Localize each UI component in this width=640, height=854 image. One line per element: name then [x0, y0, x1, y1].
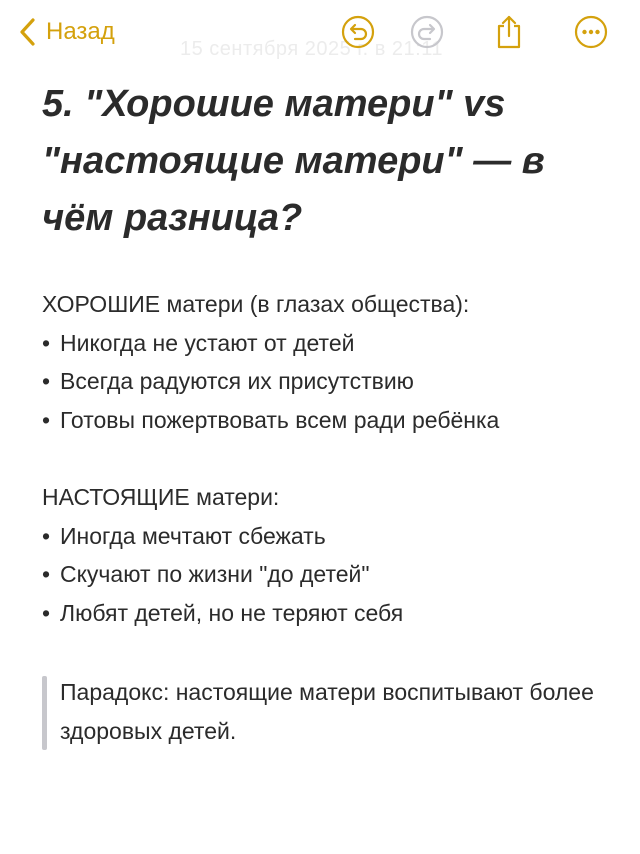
block-quote[interactable]	[42, 673, 612, 750]
quote-bar	[42, 676, 47, 750]
redo-icon	[410, 15, 444, 49]
share-icon	[493, 14, 525, 50]
list-item	[42, 517, 612, 556]
undo-icon	[341, 15, 375, 49]
back-label: Назад	[46, 18, 115, 45]
back-button[interactable]	[18, 14, 115, 50]
list-item	[42, 324, 612, 363]
more-icon	[574, 15, 608, 49]
list-item-text: Иногда мечтают сбежать	[60, 522, 326, 549]
bullet: •	[42, 368, 51, 394]
section-heading: ХОРОШИЕ матери (в глазах общества):	[42, 291, 470, 317]
bullet: •	[42, 561, 51, 587]
list-item	[42, 362, 612, 401]
bullet: •	[42, 522, 51, 549]
good-mothers-section[interactable]	[42, 285, 612, 439]
list-item-text: Никогда не устают от детей	[60, 329, 355, 356]
undo-button[interactable]	[340, 14, 376, 50]
note-date: 15 сентября 2025 г. в 21:11	[180, 38, 443, 60]
more-button[interactable]	[573, 14, 609, 50]
note-title[interactable]: 5. "Хорошие матери" vs "настоящие матери" — в чём разница?	[42, 83, 545, 239]
section-heading: НАСТОЯЩИЕ матери:	[42, 484, 280, 510]
redo-button[interactable]	[409, 14, 445, 50]
share-button[interactable]	[491, 14, 527, 50]
bullet: •	[42, 406, 51, 433]
list-item	[42, 401, 612, 440]
list-item	[42, 594, 612, 633]
bullet: •	[42, 329, 51, 356]
quote-text: Парадокс: настоящие матери воспитывают более здоровых детей.	[60, 679, 594, 744]
list-item	[42, 555, 612, 594]
list-item-text: Всегда радуются их присутствию	[60, 368, 414, 394]
list-item-text: Скучают по жизни "до детей"	[60, 561, 370, 587]
bullet: •	[42, 599, 51, 626]
list-item-text: Готовы пожертвовать всем ради ребёнка	[60, 406, 500, 433]
real-mothers-section[interactable]	[42, 478, 612, 632]
chevron-left-icon	[18, 17, 36, 47]
list-item-text: Любят детей, но не теряют себя	[60, 599, 404, 626]
navigation-bar	[0, 0, 640, 64]
